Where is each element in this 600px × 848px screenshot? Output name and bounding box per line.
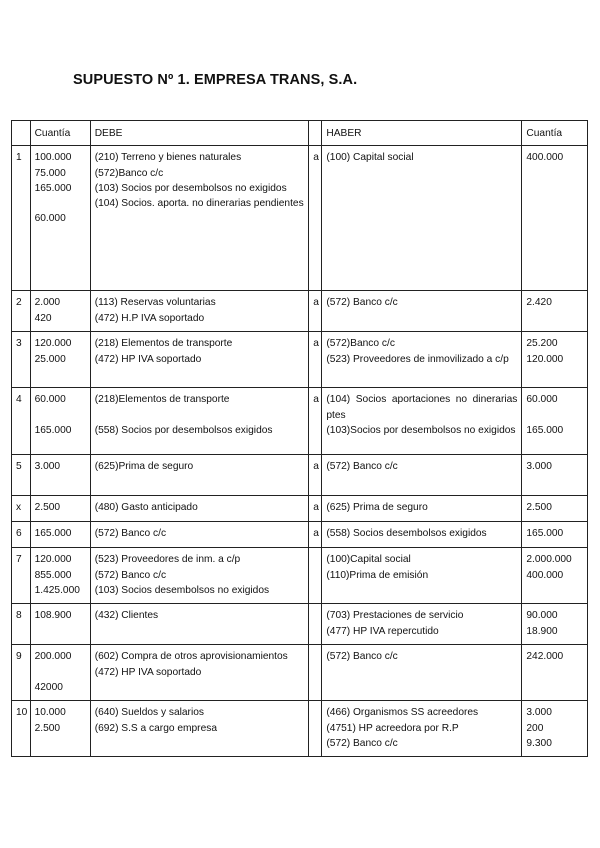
amount: 42000	[34, 681, 63, 693]
account: (640) Sueldos y salarios	[94, 707, 204, 719]
debe-accounts	[90, 604, 309, 645]
account: (692) S.S a cargo empresa	[94, 722, 217, 734]
amount	[35, 408, 86, 423]
amount: 242.000	[526, 651, 564, 663]
account: (572) Banco c/c	[326, 297, 398, 309]
entry-number: 2	[12, 291, 31, 332]
amount: 2.500	[34, 502, 61, 514]
a-marker: a	[309, 522, 322, 548]
account: (104) Socios. aporta. no dinerarias pendientes	[94, 198, 304, 210]
amount: 100.000	[34, 152, 72, 164]
debe-accounts	[90, 388, 309, 455]
table-row	[12, 701, 588, 757]
account: (523) Proveedores de inm. a c/p	[94, 554, 241, 566]
account: (432) Clientes	[94, 610, 159, 622]
haber-amounts	[522, 645, 588, 701]
amount	[35, 196, 86, 211]
amount: 25.200	[526, 338, 558, 350]
entry-number: 3	[12, 332, 31, 388]
debe-amounts	[30, 701, 90, 757]
amount: 200.000	[34, 651, 72, 663]
a-marker	[309, 548, 322, 604]
debe-accounts	[90, 645, 309, 701]
haber-accounts	[322, 455, 522, 496]
amount: 60.000	[526, 394, 558, 406]
haber-amounts	[522, 332, 588, 388]
amount: 2.500	[526, 502, 552, 514]
header-sep	[309, 121, 322, 146]
account: (572) Banco c/c	[326, 461, 398, 473]
a-marker: a	[309, 146, 322, 291]
account: (110)Prima de emisión	[326, 569, 429, 581]
entry-number: 6	[12, 522, 31, 548]
account: (703) Prestaciones de servicio	[326, 610, 464, 622]
haber-amounts	[522, 701, 588, 757]
account: (4751) HP acreedora por R.P	[326, 722, 459, 734]
debe-amounts	[30, 604, 90, 645]
haber-amounts	[522, 496, 588, 522]
table-row	[12, 496, 588, 522]
entry-number: 10	[12, 701, 31, 757]
entry-number: 5	[12, 455, 31, 496]
amount: 165.000	[34, 424, 72, 436]
amount	[35, 665, 86, 680]
amount: 165.000	[526, 424, 564, 436]
account: (572) Banco c/c	[326, 651, 398, 663]
a-marker: a	[309, 496, 322, 522]
amount: 10.000	[34, 707, 66, 719]
amount: 2.500	[34, 722, 61, 734]
debe-accounts	[90, 291, 309, 332]
amount: 120.000	[34, 554, 72, 566]
haber-amounts	[522, 291, 588, 332]
account: (218) Elementos de transporte	[94, 338, 233, 350]
debe-accounts	[90, 701, 309, 757]
account: (100)Capital social	[326, 554, 411, 566]
debe-amounts	[30, 496, 90, 522]
amount: 2.000	[34, 297, 61, 309]
account: (113) Reservas voluntarias	[94, 297, 216, 309]
amount: 200	[526, 722, 544, 734]
header-cuantia-haber: Cuantía	[522, 121, 588, 146]
debe-accounts	[90, 496, 309, 522]
haber-amounts	[522, 548, 588, 604]
haber-amounts	[522, 388, 588, 455]
entry-number: 8	[12, 604, 31, 645]
debe-amounts	[30, 291, 90, 332]
account: (472) HP IVA soportado	[94, 353, 202, 365]
amount: 855.000	[34, 569, 72, 581]
haber-accounts	[322, 548, 522, 604]
amount: 25.000	[34, 353, 66, 365]
amount: 400.000	[526, 569, 564, 581]
entry-number: 1	[12, 146, 31, 291]
haber-accounts	[322, 332, 522, 388]
debe-amounts	[30, 455, 90, 496]
entry-number: 9	[12, 645, 31, 701]
amount: 165.000	[34, 528, 72, 540]
table-row	[12, 604, 588, 645]
account: (100) Capital social	[326, 152, 414, 164]
account: (572)Banco c/c	[326, 338, 395, 350]
entry-number: x	[12, 496, 31, 522]
haber-amounts	[522, 604, 588, 645]
amount: 108.900	[34, 610, 72, 622]
a-marker: a	[309, 332, 322, 388]
amount: 165.000	[34, 182, 72, 194]
amount: 120.000	[526, 353, 564, 365]
haber-accounts	[322, 388, 522, 455]
amount: 3.000	[34, 461, 61, 473]
amount	[526, 408, 583, 423]
debe-amounts	[30, 522, 90, 548]
account: (472) H.P IVA soportado	[94, 312, 205, 324]
debe-amounts	[30, 548, 90, 604]
account: (210) Terreno y bienes naturales	[94, 152, 242, 164]
amount: 2.000.000	[526, 554, 572, 566]
account: (572) Banco c/c	[94, 569, 167, 581]
entry-number: 4	[12, 388, 31, 455]
header-haber: HABER	[322, 121, 522, 146]
journal-table	[11, 120, 588, 757]
debe-accounts	[90, 455, 309, 496]
account: (572)Banco c/c	[94, 167, 164, 179]
a-marker: a	[309, 388, 322, 455]
account	[95, 408, 305, 423]
debe-accounts	[90, 548, 309, 604]
table-row	[12, 645, 588, 701]
account: (104) Socios aportaciones no dinerarias ptes	[326, 394, 518, 421]
account: (625)Prima de seguro	[94, 461, 194, 473]
header-num	[12, 121, 31, 146]
account: (472) HP IVA soportado	[94, 666, 202, 678]
a-marker	[309, 645, 322, 701]
a-marker: a	[309, 455, 322, 496]
a-marker	[309, 604, 322, 645]
table-row	[12, 332, 588, 388]
debe-accounts	[90, 522, 309, 548]
account: (466) Organismos SS acreedores	[326, 707, 479, 719]
haber-accounts	[322, 522, 522, 548]
haber-amounts	[522, 522, 588, 548]
header-debe: DEBE	[90, 121, 309, 146]
table-header-row	[12, 121, 588, 146]
amount: 3.000	[526, 461, 552, 473]
table-row	[12, 548, 588, 604]
amount: 3.000	[526, 707, 552, 719]
amount: 9.300	[526, 737, 552, 749]
amount: 1.425.000	[34, 584, 80, 596]
header-cuantia-debe: Cuantía	[30, 121, 90, 146]
amount: 60.000	[34, 213, 66, 225]
account: (625) Prima de seguro	[326, 502, 428, 514]
a-marker: a	[309, 291, 322, 332]
account: (218)Elementos de transporte	[94, 394, 230, 406]
account: (558) Socios desembolsos exigidos	[326, 528, 487, 540]
debe-amounts	[30, 332, 90, 388]
amount: 60.000	[34, 394, 66, 406]
a-marker	[309, 701, 322, 757]
account: (477) HP IVA repercutido	[326, 625, 439, 637]
table-row	[12, 146, 588, 291]
amount: 18.900	[526, 625, 558, 637]
haber-amounts	[522, 455, 588, 496]
amount: 2.420	[526, 297, 552, 309]
account: (558) Socios por desembolsos exigidos	[94, 424, 273, 436]
haber-accounts	[322, 701, 522, 757]
account: (572) Banco c/c	[326, 737, 398, 749]
debe-amounts	[30, 388, 90, 455]
entry-number: 7	[12, 548, 31, 604]
table-row	[12, 388, 588, 455]
table-row	[12, 291, 588, 332]
haber-amounts	[522, 146, 588, 291]
account: (523) Proveedores de inmovilizado a c/p	[326, 353, 509, 365]
account: (572) Banco c/c	[94, 528, 167, 540]
account: (602) Compra de otros aprovisionamientos	[94, 651, 288, 663]
table-row	[12, 522, 588, 548]
debe-accounts	[90, 146, 309, 291]
amount: 165.000	[526, 528, 564, 540]
table-row	[12, 455, 588, 496]
account: (103) Socios por desembolsos no exigidos	[94, 182, 287, 194]
haber-accounts	[322, 146, 522, 291]
amount: 120.000	[34, 338, 72, 350]
haber-accounts	[322, 645, 522, 701]
account: (103)Socios por desembolsos no exigidos	[326, 424, 516, 436]
debe-amounts	[30, 146, 90, 291]
account: (480) Gasto anticipado	[94, 502, 198, 514]
debe-accounts	[90, 332, 309, 388]
account: (103) Socios desembolsos no exigidos	[94, 584, 270, 596]
haber-accounts	[322, 291, 522, 332]
debe-amounts	[30, 645, 90, 701]
amount: 400.000	[526, 152, 564, 164]
haber-accounts	[322, 604, 522, 645]
amount: 75.000	[34, 167, 66, 179]
amount: 420	[34, 312, 52, 324]
amount: 90.000	[526, 610, 558, 622]
document-title: SUPUESTO Nº 1. EMPRESA TRANS, S.A.	[73, 72, 358, 88]
haber-accounts	[322, 496, 522, 522]
